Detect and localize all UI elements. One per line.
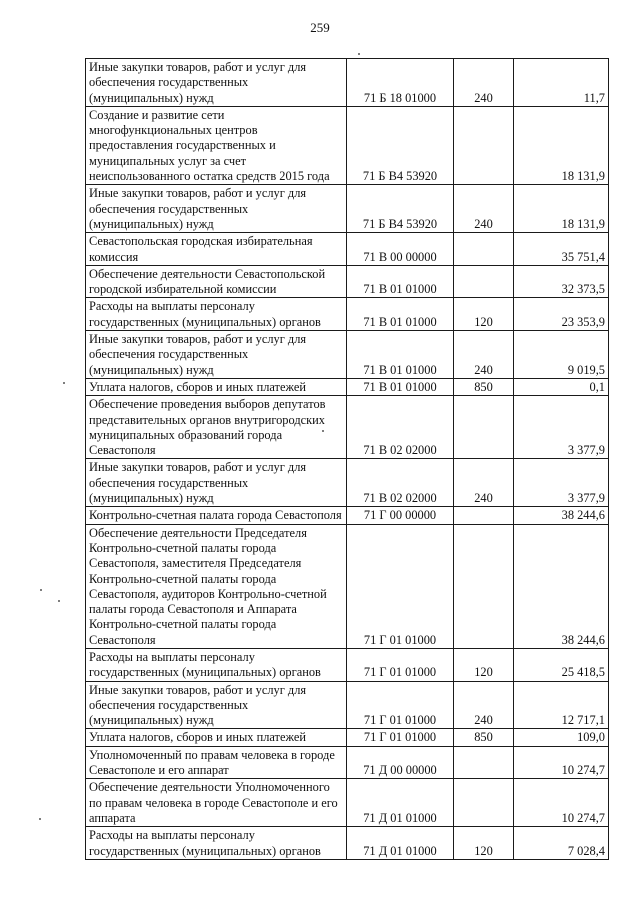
row-code: 71 Д 01 01000	[347, 827, 454, 860]
row-sum: 0,1	[514, 378, 609, 395]
row-sum: 23 353,9	[514, 298, 609, 331]
row-name: Обеспечение деятельности Севастопольской городской избирательной комиссии	[86, 265, 347, 298]
row-sum: 10 274,7	[514, 746, 609, 779]
page-number: 259	[310, 20, 330, 35]
row-code: 71 В 01 01000	[347, 378, 454, 395]
row-type: 850	[454, 378, 514, 395]
table-row	[86, 827, 609, 860]
row-name: Обеспечение проведения выборов депутатов представительных органов внутригородских муниципальных образований города Севастополя	[86, 396, 347, 459]
row-type: 120	[454, 648, 514, 681]
row-name: Контрольно-счетная палата города Севастополя	[86, 507, 347, 524]
table-row	[86, 396, 609, 459]
row-code: 71 Г 01 01000	[347, 524, 454, 648]
table-row	[86, 681, 609, 729]
row-code: 71 Г 01 01000	[347, 681, 454, 729]
table-row	[86, 779, 609, 827]
row-name: Уплата налогов, сборов и иных платежей	[86, 378, 347, 395]
row-name: Обеспечение деятельности Уполномоченного по правам человека в городе Севастополе и его аппарата	[86, 779, 347, 827]
row-type: 120	[454, 827, 514, 860]
table-row	[86, 185, 609, 233]
scan-speck	[63, 382, 65, 384]
table-row	[86, 746, 609, 779]
table-row	[86, 459, 609, 507]
row-sum: 25 418,5	[514, 648, 609, 681]
row-sum: 12 717,1	[514, 681, 609, 729]
row-sum: 10 274,7	[514, 779, 609, 827]
row-name: Расходы на выплаты персоналу государственных (муниципальных) органов	[86, 827, 347, 860]
row-code: 71 В 01 01000	[347, 331, 454, 379]
table-row	[86, 106, 609, 184]
table-row	[86, 331, 609, 379]
row-sum: 38 244,6	[514, 507, 609, 524]
row-code: 71 Г 00 00000	[347, 507, 454, 524]
row-sum: 32 373,5	[514, 265, 609, 298]
table-row	[86, 729, 609, 746]
scan-speck	[58, 600, 60, 602]
row-type	[454, 265, 514, 298]
row-code: 71 В 02 02000	[347, 459, 454, 507]
table-row	[86, 298, 609, 331]
row-sum: 18 131,9	[514, 185, 609, 233]
row-type: 850	[454, 729, 514, 746]
row-code: 71 Б 18 01000	[347, 59, 454, 107]
row-code: 71 Б В4 53920	[347, 106, 454, 184]
row-name: Обеспечение деятельности Председателя Контрольно-счетной палаты города Севастополя, заместителя Председателя Контрольно-счетной палаты города Севастополя, аудиторов Контрольно-счетной палаты города Севастополя и Аппарата Контрольно-счетной палаты города Севастополя	[86, 524, 347, 648]
row-name: Иные закупки товаров, работ и услуг для обеспечения государственных (муниципальных) нужд	[86, 459, 347, 507]
budget-table	[85, 58, 609, 860]
row-code: 71 В 02 02000	[347, 396, 454, 459]
row-code: 71 Г 01 01000	[347, 648, 454, 681]
row-code: 71 Б В4 53920	[347, 185, 454, 233]
row-code: 71 В 01 01000	[347, 298, 454, 331]
scan-speck	[39, 818, 41, 820]
row-sum: 38 244,6	[514, 524, 609, 648]
table-row	[86, 233, 609, 266]
row-name: Иные закупки товаров, работ и услуг для обеспечения государственных (муниципальных) нужд	[86, 185, 347, 233]
row-type	[454, 106, 514, 184]
row-sum: 3 377,9	[514, 459, 609, 507]
row-name: Севастопольская городская избирательная комиссия	[86, 233, 347, 266]
row-type: 240	[454, 59, 514, 107]
row-code: 71 В 01 01000	[347, 265, 454, 298]
row-name: Уплата налогов, сборов и иных платежей	[86, 729, 347, 746]
row-code: 71 Д 00 00000	[347, 746, 454, 779]
row-sum: 3 377,9	[514, 396, 609, 459]
row-type	[454, 779, 514, 827]
table-row	[86, 265, 609, 298]
table-row	[86, 378, 609, 395]
row-name: Уполномоченный по правам человека в городе Севастополе и его аппарат	[86, 746, 347, 779]
row-name: Создание и развитие сети многофункциональных центров предоставления государственных и муниципальных услуг за счет неиспользованного остатка средств 2015 года	[86, 106, 347, 184]
row-type	[454, 746, 514, 779]
row-type: 240	[454, 459, 514, 507]
row-sum: 7 028,4	[514, 827, 609, 860]
row-sum: 18 131,9	[514, 106, 609, 184]
row-sum: 11,7	[514, 59, 609, 107]
table-row	[86, 648, 609, 681]
row-type: 240	[454, 331, 514, 379]
table-row	[86, 507, 609, 524]
row-name: Иные закупки товаров, работ и услуг для обеспечения государственных (муниципальных) нужд	[86, 681, 347, 729]
row-code: 71 В 00 00000	[347, 233, 454, 266]
row-type	[454, 507, 514, 524]
row-name: Иные закупки товаров, работ и услуг для обеспечения государственных (муниципальных) нужд	[86, 331, 347, 379]
row-name: Иные закупки товаров, работ и услуг для обеспечения государственных (муниципальных) нужд	[86, 59, 347, 107]
row-type: 240	[454, 185, 514, 233]
row-type	[454, 233, 514, 266]
row-code: 71 Г 01 01000	[347, 729, 454, 746]
table-row	[86, 59, 609, 107]
row-type	[454, 396, 514, 459]
row-sum: 109,0	[514, 729, 609, 746]
scan-speck	[358, 53, 360, 55]
table-row	[86, 524, 609, 648]
row-name: Расходы на выплаты персоналу государственных (муниципальных) органов	[86, 298, 347, 331]
row-sum: 9 019,5	[514, 331, 609, 379]
row-sum: 35 751,4	[514, 233, 609, 266]
row-name: Расходы на выплаты персоналу государственных (муниципальных) органов	[86, 648, 347, 681]
row-type	[454, 524, 514, 648]
row-type: 120	[454, 298, 514, 331]
row-code: 71 Д 01 01000	[347, 779, 454, 827]
scan-speck	[322, 430, 324, 432]
scan-speck	[40, 589, 42, 591]
row-type: 240	[454, 681, 514, 729]
